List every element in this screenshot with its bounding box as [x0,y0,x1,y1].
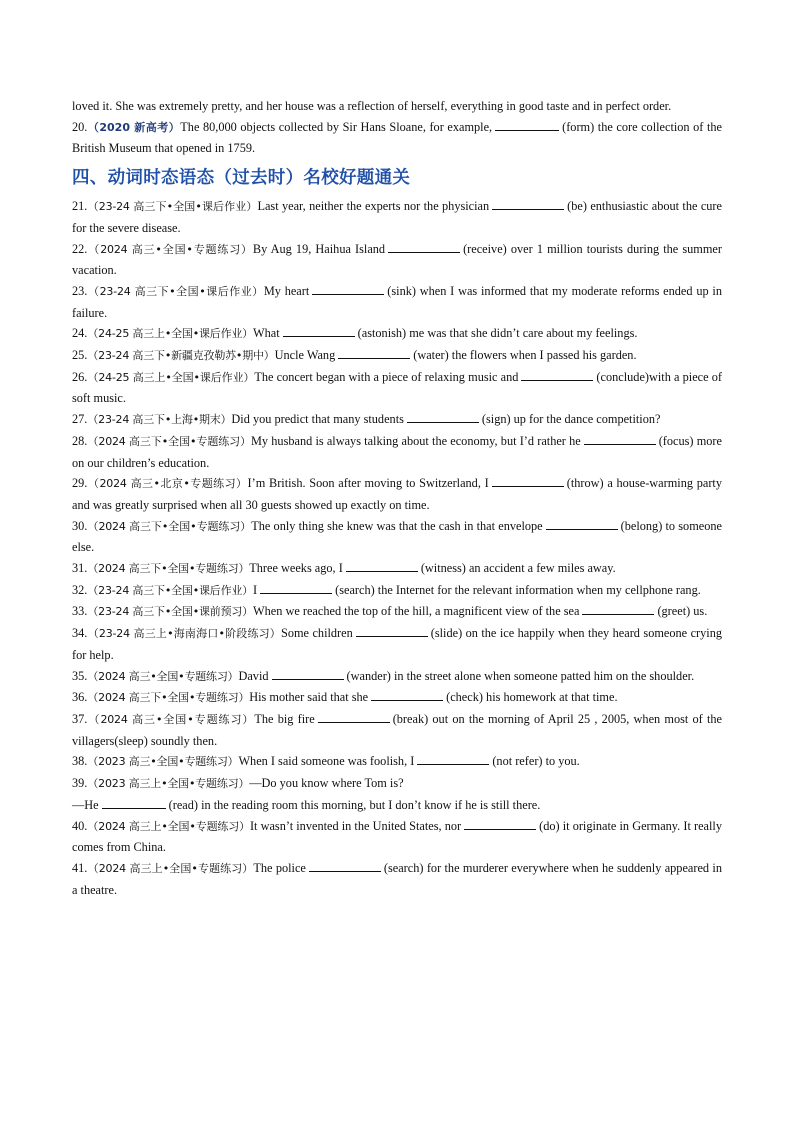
answer-blank[interactable] [356,623,428,637]
question-number: 34. [72,626,88,641]
question-text-before: Some children [281,626,353,641]
question-item [72,431,722,473]
answer-blank[interactable] [272,666,344,680]
question-text-before: When we reached the top of the hill, a magnificent view of the sea [253,604,580,619]
question-text-before: The only thing she knew was that the cash in that envelope [251,518,543,533]
question-text-after: (not refer) to you. [492,754,580,769]
answer-blank[interactable] [338,345,410,359]
question-text-before: I [253,582,258,597]
question-text-after: (slide) on the ice happily when they heard someone crying for help. [72,626,722,662]
question-20 [72,117,722,159]
question-source: （2023 高三上•全国•专题练习） [87,777,250,791]
question-item [72,751,722,773]
question-number: 32. [72,582,88,597]
answer-blank[interactable] [464,816,536,830]
section-heading: 四、动词时态语态（过去时）名校好题通关 [72,168,411,189]
answer-blank[interactable] [584,431,656,445]
question-item [72,558,722,580]
question-number: 36. [72,690,88,705]
question-text-after: (receive) over 1 million tourists during the summer vacation. [72,241,722,278]
question-text-before: The 80,000 objects collected by Sir Hans Sloane, for example, [180,119,493,134]
question-item [72,858,722,900]
question-number: 31. [72,561,88,576]
answer-blank[interactable] [417,751,489,765]
question-text-after: (throw) a house-warming party and was greatly surprised when all 30 guests showed up exactly on time. [72,476,722,512]
question-source: （2024 高三•全国•专题练习） [87,712,255,726]
question-source: （23-24 高三上•海南海口•阶段练习） [87,627,281,641]
question-item [72,687,722,709]
question-item [72,623,722,665]
question-item [72,473,722,515]
question-text-before: Uncle Wang [274,348,336,363]
question-item [72,367,722,409]
question-text-before: The concert began with a piece of relaxing music and [254,369,519,384]
question-text-after: (water) the flowers when I passed his garden. [413,348,637,363]
question-number: 23. [72,283,88,298]
answer-blank[interactable] [312,281,384,295]
answer-blank[interactable] [346,558,418,572]
question-text-before: It wasn’t invented in the United States, nor [249,818,462,833]
question-text-before: What [253,326,280,341]
question-number: 39. [72,776,88,791]
question-text-before: Did you predict that many students [231,412,404,427]
question-source: （24-25 高三上•全国•课后作业） [87,370,255,384]
question-item [72,196,722,238]
question-source: （2024 高三•全国•专题练习） [87,669,239,683]
question-text-after: (sign) up for the dance competition? [481,412,661,427]
answer-blank[interactable] [309,858,381,872]
question-text-before: My heart [263,283,310,298]
question-number: 21. [72,199,88,214]
question-text-before: Last year, neither the experts nor the physician [257,199,490,214]
question-text-after: (wander) in the street alone when someone patted him on the shoulder. [346,668,695,683]
question-list [72,196,722,900]
question-source: （2024 高三上•全国•专题练习） [87,819,250,833]
question-text-after: (be) enthusiastic about the cure for the severe disease. [72,199,722,235]
question-source: （2020 新高考） [87,120,181,134]
question-item [72,816,722,858]
question-item [72,666,722,688]
question-text-before: My husband is always talking about the economy, but I’d rather he [251,433,581,448]
question-text-after: (do) it originate in Germany. It really comes from China. [72,818,722,855]
question-text-after: (check) his homework at that time. [446,690,618,705]
question-number: 20. [72,119,88,134]
question-text-before: The police [253,860,306,875]
question-number: 22. [72,241,88,256]
question-item [72,409,722,431]
question-number: 27. [72,412,88,427]
question-number: 25. [72,348,88,363]
answer-blank[interactable] [260,580,332,594]
question-number: 33. [72,604,88,619]
question-text-before: When I said someone was foolish, I [238,754,415,769]
question-item [72,239,722,281]
question-source: （23-24 高三下•全国•课后作业） [87,583,254,597]
question-text-before: By Aug 19, Haihua Island [252,241,386,256]
question-item [72,516,722,558]
question-number: 29. [72,476,88,491]
question-text-after: (form) the core collection of the British Museum that opened in 1759. [72,119,722,156]
question-item [72,773,722,795]
question-source: （2023 高三•全国•专题练习） [87,755,239,769]
question-text-before: —Do you know where Tom is? [249,776,404,791]
question-text-after: (greet) us. [657,604,708,619]
question-number: 37. [72,711,88,726]
question-text-after: (focus) more on our children’s education. [72,433,722,470]
question-text-after: (read) in the reading room this morning, but I don’t know if he is still there. [168,797,541,812]
answer-blank[interactable] [283,323,355,337]
question-text-before: Three weeks ago, I [249,561,343,576]
question-item [72,281,722,323]
question-item [72,323,722,345]
question-number: 30. [72,518,88,533]
answer-blank[interactable] [318,709,390,723]
question-text-after: (search) the Internet for the relevant information when my cellphone rang. [335,582,701,597]
answer-blank[interactable] [371,687,443,701]
question-source: （2024 高三•全国•专题练习） [87,242,253,256]
question-source: （2024 高三上•全国•专题练习） [87,861,254,875]
document-page [72,96,722,900]
question-text-after: (conclude)with a piece of soft music. [72,369,722,406]
question-item [72,601,722,623]
question-text-after: (sink) when I was informed that my moderate reforms ended up in failure. [72,283,722,320]
question-number: 35. [72,668,88,683]
question-text-after: (break) out on the morning of April 25 , 2005, when most of the villagers(sleep) soundly then. [72,711,723,748]
question-source: （23-24 高三下•上海•期末） [87,413,232,427]
question-source: （2024 高三下•全国•专题练习） [87,434,251,448]
answer-blank[interactable] [495,117,559,131]
question-item-continuation [72,795,722,816]
question-number: 26. [72,369,88,384]
question-text-before: David [238,668,269,683]
answer-blank[interactable] [407,409,479,423]
answer-blank[interactable] [492,473,564,487]
answer-blank[interactable] [521,367,593,381]
intro-paragraph: loved it. She was extremely pretty, and her house was a reflection of herself, everything in good taste and in perfect order. [72,99,672,113]
question-number: 41. [72,860,88,875]
question-text-after: (astonish) me was that she didn’t care about my feelings. [357,326,638,341]
answer-blank[interactable] [492,196,564,210]
question-item [72,709,722,751]
question-item [72,345,722,367]
answer-blank[interactable] [546,516,618,530]
question-source: （2024 高三•北京•专题练习） [87,477,248,491]
question-source: （2024 高三下•全国•专题练习） [87,691,250,705]
question-text-before: —He [72,797,99,812]
answer-blank[interactable] [388,239,460,253]
question-number: 38. [72,754,88,769]
question-text-before: I’m British. Soon after moving to Switzerland, I [247,476,489,491]
question-text-before: His mother said that she [249,690,369,705]
question-source: （23-24 高三下•全国•课后作业） [87,284,264,298]
question-number: 28. [72,433,88,448]
question-text-before: The big fire [254,711,315,726]
question-source: （23-24 高三下•全国•课前预习） [87,605,254,619]
question-source: （23-24 高三下•全国•课后作业） [87,200,258,214]
question-text-after: (witness) an accident a few miles away. [420,561,616,576]
question-item [72,580,722,602]
question-source: （23-24 高三下•新疆克孜勒苏•期中） [87,349,275,363]
question-number: 40. [72,818,88,833]
answer-blank[interactable] [582,601,654,615]
question-text-after: (search) for the murderer everywhere when he suddenly appeared in a theatre. [72,860,722,897]
answer-blank[interactable] [102,795,166,809]
question-text-after: (belong) to someone else. [72,518,722,555]
question-source: （2024 高三下•全国•专题练习） [87,562,250,576]
question-source: （2024 高三下•全国•专题练习） [87,519,252,533]
question-number: 24. [72,326,88,341]
question-source: （24-25 高三上•全国•课后作业） [87,327,254,341]
